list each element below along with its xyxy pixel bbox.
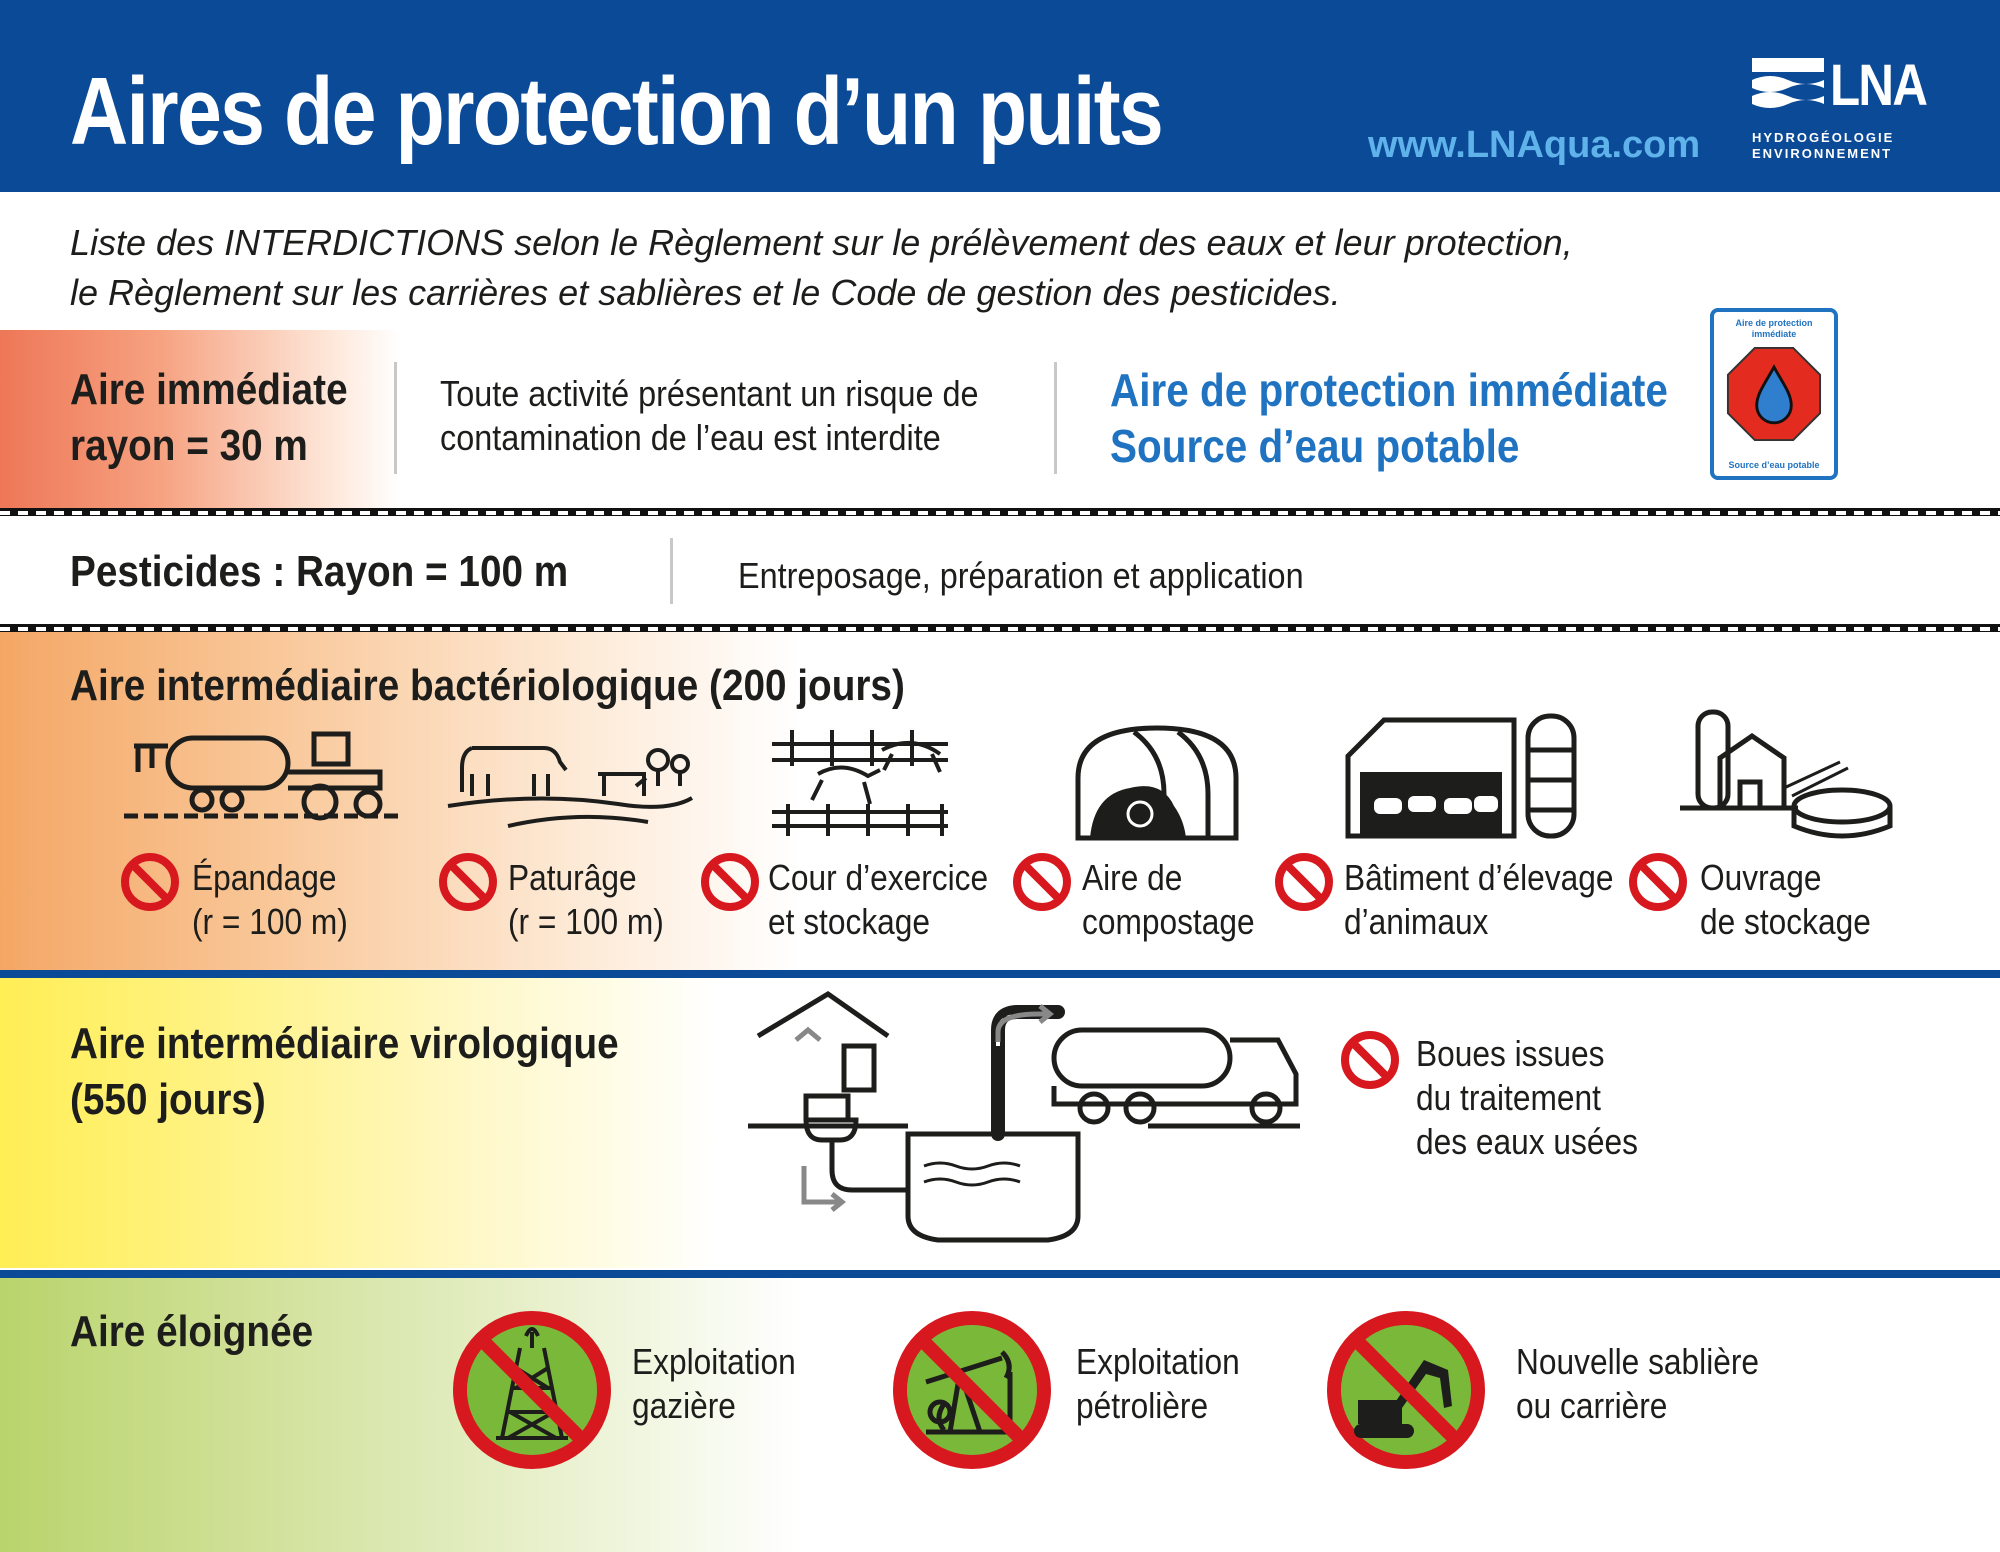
horse-paddock-icon — [772, 730, 948, 842]
far-item-label: Exploitation gazière — [632, 1341, 796, 1426]
oil-pumpjack-icon — [890, 1308, 1054, 1472]
compost-shelter-icon — [1074, 724, 1240, 842]
immediate-sign-text: Aire de protection immédiate Source d’eau potable — [1110, 364, 1668, 472]
viro-item-label: Boues issues du traitement des eaux usées — [1416, 1033, 1638, 1162]
lna-logo-waves-icon — [1752, 58, 1824, 116]
excavator-icon — [1324, 1308, 1488, 1472]
immediate-description: Toute activité présentant un risque de contamination de l’eau est interdite — [440, 373, 979, 458]
website-link[interactable]: www.LNAqua.com — [1368, 124, 1701, 166]
manure-spreader-tractor-icon — [124, 728, 400, 828]
separator — [670, 538, 673, 604]
gas-derrick-icon — [450, 1308, 614, 1472]
livestock-barn-icon — [1344, 700, 1578, 842]
logo-name: LNA — [1830, 53, 1927, 118]
bacterio-item-label: Cour d’exercice et stockage — [768, 857, 989, 942]
prohibited-icon — [120, 852, 180, 912]
bacterio-item-label: Aire de compostage — [1082, 857, 1255, 942]
prohibited-icon — [1274, 852, 1334, 912]
protection-sign-panel — [1710, 308, 1838, 480]
bacterio-title: Aire intermédiaire bactériologique (200 jours) — [70, 661, 905, 710]
page-title: Aires de protection d’un puits — [70, 58, 1163, 165]
prohibited-icon — [1340, 1030, 1400, 1090]
septic-tank-truck-icon — [748, 990, 1304, 1254]
sign-top-label: Aire de protection immédiate — [1735, 318, 1813, 339]
pesticides-title: Pesticides : Rayon = 100 m — [70, 547, 569, 596]
prohibited-icon — [1012, 852, 1072, 912]
far-title: Aire éloignée — [70, 1307, 314, 1356]
bacterio-item-label: Paturâge (r = 100 m) — [508, 857, 664, 942]
prohibited-icon — [700, 852, 760, 912]
immediate-title: Aire immédiate rayon = 30 m — [70, 365, 348, 470]
prohibited-icon — [1628, 852, 1688, 912]
bacterio-item-label: Ouvrage de stockage — [1700, 857, 1871, 942]
water-drop-octagon-icon — [1726, 346, 1822, 442]
pesticides-description: Entreposage, préparation et application — [738, 555, 1304, 596]
bacterio-item-label: Bâtiment d’élevage d’animaux — [1344, 857, 1614, 942]
separator — [394, 362, 397, 474]
separator — [1054, 362, 1057, 474]
intro-text: Liste des INTERDICTIONS selon le Règlement sur le prélèvement des eaux et leur protection, le Règlement sur les carrières et sablières et le Code de gestion des pesticides. — [70, 222, 1573, 313]
far-item-label: Exploitation pétrolière — [1076, 1341, 1240, 1426]
prohibited-icon — [438, 852, 498, 912]
bacterio-item-label: Épandage (r = 100 m) — [192, 857, 348, 942]
viro-title: Aire intermédiaire virologique (550 jours) — [70, 1019, 619, 1124]
logo-subtitle: HYDROGÉOLOGIE ENVIRONNEMENT — [1752, 130, 1895, 161]
manure-storage-tank-icon — [1680, 706, 1894, 844]
grazing-cows-icon — [448, 734, 692, 830]
sign-bottom-label: Source d’eau potable — [1728, 460, 1820, 470]
far-item-label: Nouvelle sablière ou carrière — [1516, 1341, 1760, 1426]
